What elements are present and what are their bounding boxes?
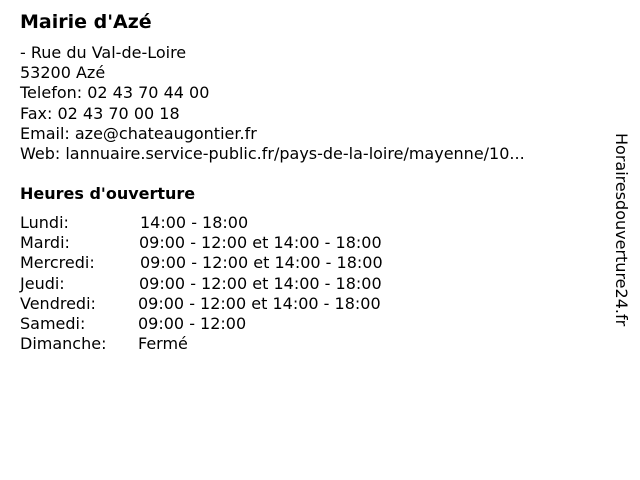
time-value: 14:00 - 18:00	[140, 213, 249, 232]
day-label: Jeudi:	[20, 273, 65, 293]
time-value: Fermé	[138, 334, 188, 354]
day-label: Mardi:	[20, 233, 70, 253]
opening-hours-heading: Heures d'ouverture	[20, 184, 196, 203]
page-title: Mairie d'Azé	[20, 11, 152, 33]
time-value: 09:00 - 12:00 et 14:00 - 18:00	[138, 293, 381, 313]
phone-number: Telefon: 02 43 70 44 00	[20, 83, 210, 103]
time-value: 09:00 - 12:00 et 14:00 - 18:00	[139, 233, 382, 253]
site-watermark: Horairesdouverture24.fr	[612, 133, 631, 327]
fax-number: Fax: 02 43 70 00 18	[20, 103, 180, 123]
day-label: Samedi:	[20, 313, 86, 333]
day-label: Dimanche:	[20, 334, 107, 354]
time-value: 09:00 - 12:00 et 14:00 - 18:00	[139, 273, 382, 293]
street-address: - Rue du Val-de-Loire	[20, 43, 187, 62]
address-block	[20, 43, 525, 164]
time-value: 09:00 - 12:00	[138, 313, 247, 333]
email-address: Email: aze@chateaugontier.fr	[20, 123, 257, 143]
day-label: Vendredi:	[20, 293, 96, 313]
website-url: Web: lannuaire.service-public.fr/pays-de-la-loire/mayenne/10...	[20, 144, 525, 164]
day-label: Lundi:	[20, 213, 69, 232]
city-postal-code: 53200 Azé	[20, 63, 106, 83]
day-label: Mercredi:	[20, 253, 95, 273]
time-value: 09:00 - 12:00 et 14:00 - 18:00	[140, 253, 383, 273]
